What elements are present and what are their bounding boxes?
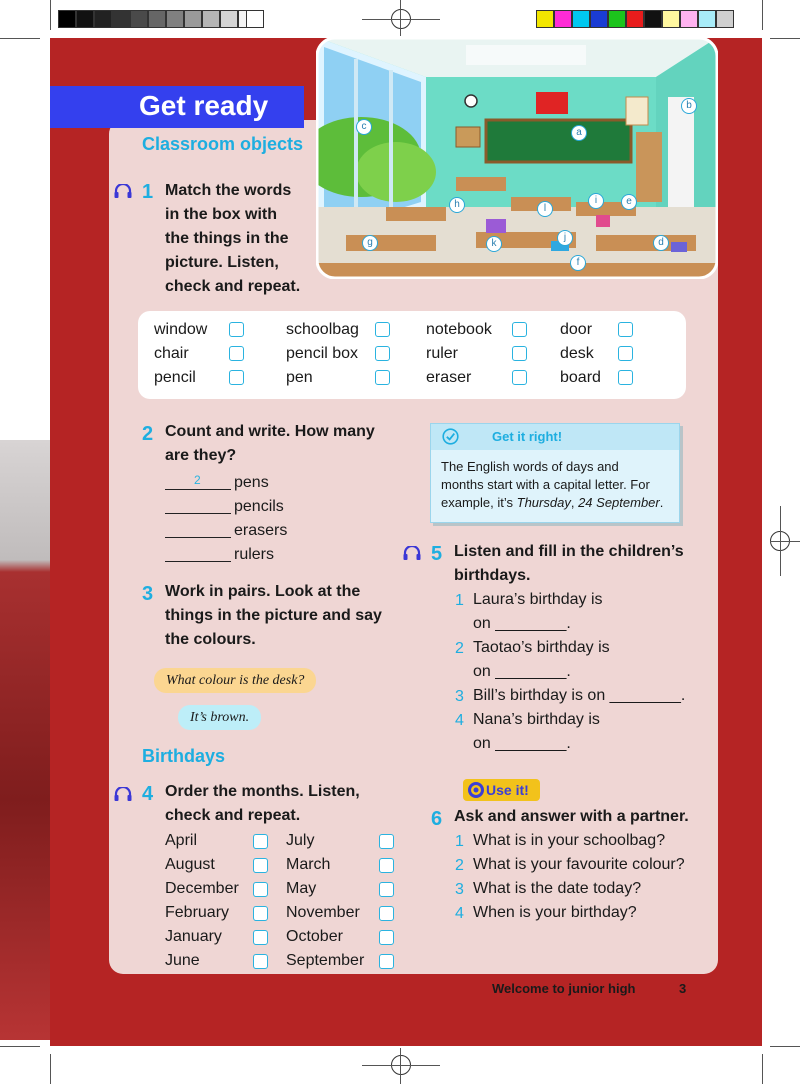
- checkbox-notebook[interactable]: [512, 322, 527, 337]
- count-item-erasers: erasers: [234, 522, 288, 539]
- tip-line: [441, 494, 663, 512]
- speech-icon: [467, 781, 485, 799]
- hotspot-label-j: j: [557, 230, 573, 246]
- use-it-badge: [463, 779, 540, 801]
- question: What is your favourite colour?: [473, 856, 685, 873]
- word-desk: desk: [560, 345, 594, 362]
- exercise-4-instruction-line: Order the months. Listen,: [165, 783, 360, 800]
- tip-line: The English words of days and: [441, 459, 619, 474]
- word-eraser: eraser: [426, 369, 472, 386]
- answer-blank[interactable]: [165, 537, 231, 538]
- item-number: 3: [455, 688, 464, 705]
- headphones-icon[interactable]: [114, 184, 132, 198]
- tip-example-date: 24 September: [578, 495, 660, 510]
- example-answer: 2: [194, 473, 201, 487]
- month-may: May: [286, 880, 317, 897]
- item-number: 2: [455, 640, 464, 657]
- question: What is the date today?: [473, 880, 642, 897]
- checkbox-pen[interactable]: [375, 370, 390, 385]
- checkbox-board[interactable]: [618, 370, 633, 385]
- exercise-4-instruction-line: check and repeat.: [165, 807, 301, 824]
- section-title-classroom: Classroom objects: [142, 134, 304, 154]
- exercise-1-number: 1: [142, 181, 154, 203]
- birthday-item-blank[interactable]: on ________.: [473, 615, 571, 632]
- month-august: August: [165, 856, 215, 873]
- month-september: September: [286, 952, 365, 969]
- checkmark-circle-icon: [442, 428, 459, 445]
- hotspot-label-k: k: [486, 236, 502, 252]
- word-box: [138, 311, 686, 399]
- item-number: 4: [455, 712, 464, 729]
- checkbox-january[interactable]: [253, 930, 268, 945]
- word-schoolbag: schoolbag: [286, 321, 359, 338]
- word-pencil-box: pencil box: [286, 345, 359, 362]
- exercise-2-number: 2: [142, 423, 154, 445]
- month-november: November: [286, 904, 360, 921]
- exercise-6-number: 6: [431, 808, 443, 830]
- hotspot-label-h: h: [449, 197, 465, 213]
- birthday-item-line: Laura’s birthday is: [473, 591, 603, 608]
- checkbox-march[interactable]: [379, 858, 394, 873]
- checkbox-december[interactable]: [253, 882, 268, 897]
- headphones-icon[interactable]: [114, 787, 132, 801]
- answer-blank[interactable]: [165, 489, 231, 490]
- speech-bubble-question: What colour is the desk?: [154, 668, 316, 693]
- checkbox-eraser[interactable]: [512, 370, 527, 385]
- word-window: window: [154, 321, 208, 338]
- exercise-1-instruction-line: check and repeat.: [165, 278, 301, 295]
- footer-unit-title: Welcome to junior high: [492, 981, 636, 996]
- checkbox-april[interactable]: [253, 834, 268, 849]
- adjacent-page-strip: [0, 440, 50, 1040]
- checkbox-june[interactable]: [253, 954, 268, 969]
- checkbox-schoolbag[interactable]: [375, 322, 390, 337]
- tip-box: [430, 423, 680, 523]
- exercise-1-instruction-line: picture. Listen,: [165, 254, 279, 271]
- item-number: 4: [455, 905, 464, 922]
- birthday-item-line[interactable]: Bill’s birthday is on ________.: [473, 687, 686, 704]
- headphones-icon[interactable]: [403, 546, 421, 560]
- checkbox-desk[interactable]: [618, 346, 633, 361]
- checkbox-window[interactable]: [229, 322, 244, 337]
- exercise-2-instruction-line: Count and write. How many: [165, 423, 375, 440]
- speech-bubble-answer: It’s brown.: [178, 705, 261, 730]
- month-april: April: [165, 832, 198, 849]
- birthday-item-blank[interactable]: on ________.: [473, 663, 571, 680]
- checkbox-may[interactable]: [379, 882, 394, 897]
- page-title: Get ready: [139, 90, 269, 121]
- question: When is your birthday?: [473, 904, 637, 921]
- page-title-banner: [50, 86, 304, 128]
- month-july: July: [286, 832, 315, 849]
- count-item-pens: pens: [234, 474, 269, 491]
- section-title-birthdays: Birthdays: [142, 746, 226, 766]
- word-chair: chair: [154, 345, 189, 362]
- word-door: door: [560, 321, 593, 338]
- word-pen: pen: [286, 369, 313, 386]
- item-number: 1: [455, 592, 464, 609]
- question: What is in your schoolbag?: [473, 832, 666, 849]
- answer-blank[interactable]: [165, 513, 231, 514]
- checkbox-august[interactable]: [253, 858, 268, 873]
- hotspot-label-d: d: [653, 235, 669, 251]
- tip-example-separator: ,: [570, 495, 579, 510]
- exercise-6-instruction: Ask and answer with a partner.: [454, 808, 689, 825]
- exercise-1-instruction-line: in the box with: [165, 206, 277, 223]
- count-item-rulers: rulers: [234, 546, 275, 563]
- tip-line: months start with a capital letter. For: [441, 477, 650, 492]
- tip-title: Get it right!: [492, 429, 563, 444]
- tip-example-day: Thursday: [516, 495, 571, 510]
- hotspot-label-g: g: [362, 235, 378, 251]
- checkbox-february[interactable]: [253, 906, 268, 921]
- exercise-3-number: 3: [142, 583, 154, 605]
- word-notebook: notebook: [426, 321, 492, 338]
- birthday-item-line: Taotao’s birthday is: [473, 639, 610, 656]
- hotspot-label-i: i: [588, 193, 604, 209]
- item-number: 2: [455, 857, 464, 874]
- checkbox-july[interactable]: [379, 834, 394, 849]
- hotspot-label-a: a: [571, 125, 587, 141]
- exercise-3-instruction-line: the colours.: [165, 631, 256, 648]
- month-january: January: [165, 928, 222, 945]
- checkbox-pencil-box[interactable]: [375, 346, 390, 361]
- exercise-3-instruction-line: Work in pairs. Look at the: [165, 583, 361, 600]
- checkbox-november[interactable]: [379, 906, 394, 921]
- month-march: March: [286, 856, 331, 873]
- month-december: December: [165, 880, 239, 897]
- checkbox-pencil[interactable]: [229, 370, 244, 385]
- hotspot-label-f: f: [570, 255, 586, 271]
- answer-blank[interactable]: [165, 561, 231, 562]
- month-june: June: [165, 952, 200, 969]
- checkbox-september[interactable]: [379, 954, 394, 969]
- hotspot-label-b: b: [681, 98, 697, 114]
- item-number: 1: [455, 833, 464, 850]
- use-it-label: Use it!: [486, 782, 529, 798]
- exercise-4-number: 4: [142, 783, 154, 805]
- exercise-5-instruction-line: Listen and fill in the children’s: [454, 543, 684, 560]
- checkbox-chair[interactable]: [229, 346, 244, 361]
- month-october: October: [286, 928, 343, 945]
- exercise-3-instruction-line: things in the picture and say: [165, 607, 382, 624]
- exercise-1-instruction-line: the things in the: [165, 230, 289, 247]
- item-number: 3: [455, 881, 464, 898]
- count-item-pencils: pencils: [234, 498, 284, 515]
- word-pencil: pencil: [154, 369, 196, 386]
- tip-example-prefix: example, it’s: [441, 495, 517, 510]
- hotspot-label-l: l: [537, 201, 553, 217]
- tip-example-end: .: [659, 495, 664, 510]
- word-ruler: ruler: [426, 345, 459, 362]
- birthday-item-line: Nana’s birthday is: [473, 711, 600, 728]
- birthday-item-blank[interactable]: on ________.: [473, 735, 571, 752]
- month-february: February: [165, 904, 230, 921]
- hotspot-label-c: c: [356, 119, 372, 135]
- hotspot-label-e: e: [621, 194, 637, 210]
- checkbox-october[interactable]: [379, 930, 394, 945]
- exercise-2-instruction-line: are they?: [165, 447, 237, 464]
- exercise-5-instruction-line: birthdays.: [454, 567, 531, 584]
- checkbox-ruler[interactable]: [512, 346, 527, 361]
- exercise-1-instruction-line: Match the words: [165, 182, 292, 199]
- page-number: 3: [679, 981, 687, 996]
- word-board: board: [560, 369, 601, 386]
- exercise-5-number: 5: [431, 543, 443, 565]
- checkbox-door[interactable]: [618, 322, 633, 337]
